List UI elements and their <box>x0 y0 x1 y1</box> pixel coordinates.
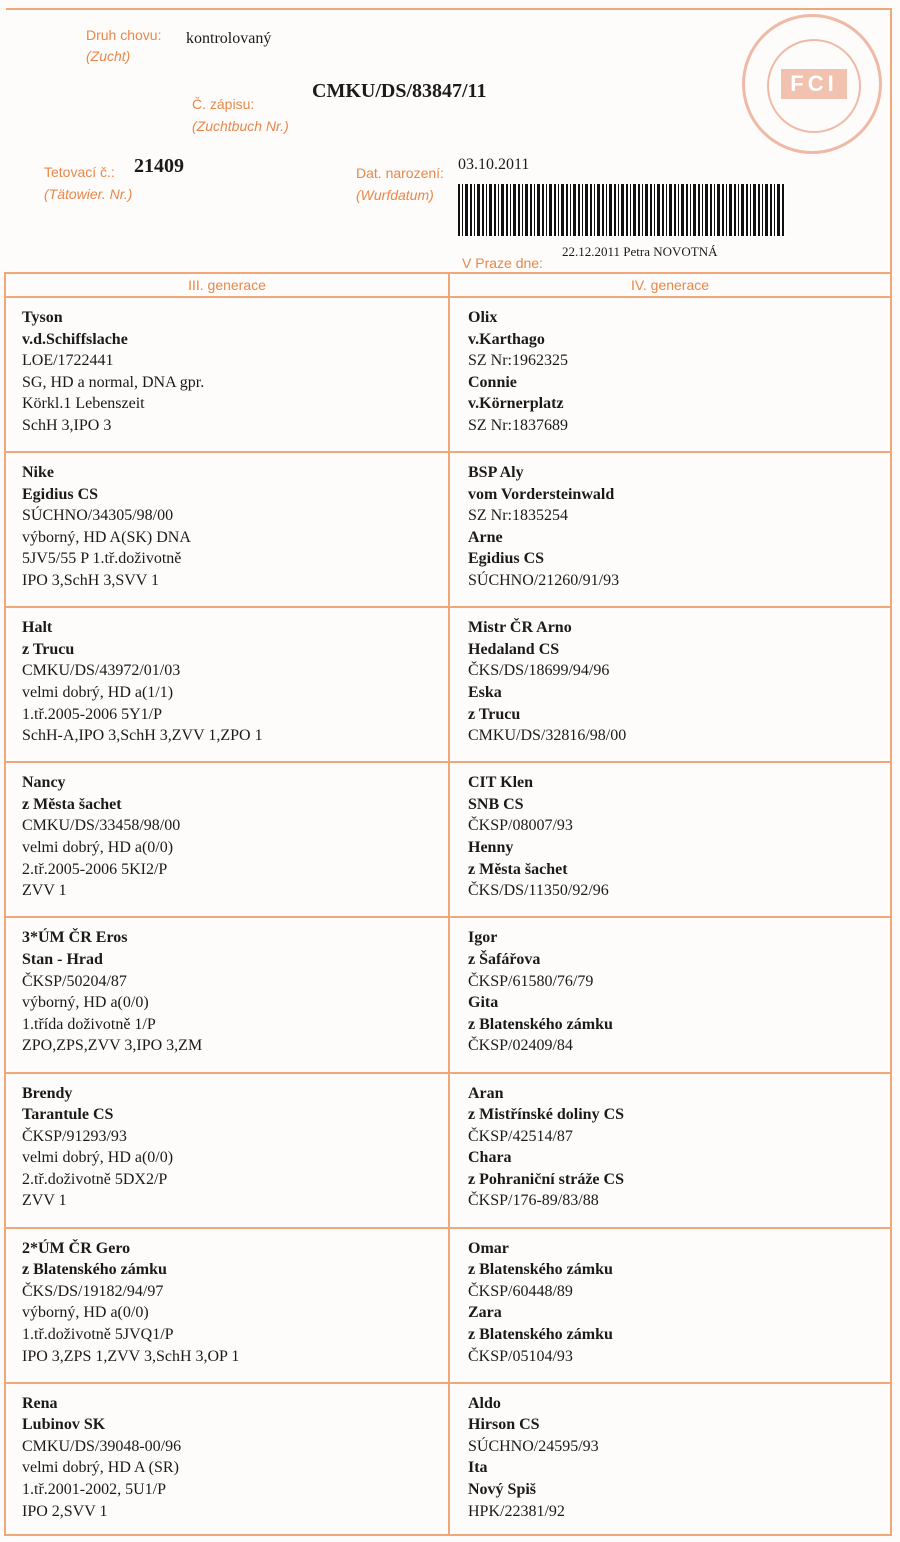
dog-name-line: Lubinov SK <box>22 1416 106 1434</box>
registry-label: Č. zápisu: <box>192 96 255 112</box>
dog-name-line: z Města šachet <box>22 795 122 813</box>
dog-detail-line: ČKSP/50204/87 <box>22 972 127 990</box>
column-header-iv: IV. generace <box>630 277 710 293</box>
ancestor-cell-iv <box>468 307 568 437</box>
dog-name-line: z Blatenského zámku <box>468 1261 613 1279</box>
dog-detail-line: CMKU/DS/32816/98/00 <box>468 727 627 745</box>
sire-dam-cell-iii <box>22 1393 181 1523</box>
breed-type-label: Druh chovu: <box>86 27 162 43</box>
ancestor-cell-iv <box>468 927 613 1057</box>
dog-name-line: Mistr ČR Arno <box>468 619 572 637</box>
sire-dam-cell-iii <box>22 927 202 1057</box>
birth-value: 03.10.2011 <box>458 156 530 173</box>
dog-detail-line: velmi dobrý, HD a(1/1) <box>22 683 174 701</box>
dog-detail-line: CMKU/DS/43972/01/03 <box>22 662 181 680</box>
dog-name-line: vom Vordersteinwald <box>468 485 615 503</box>
dog-name-line: z Trucu <box>22 640 75 658</box>
dog-detail-line: 1.tř.2005-2006 5Y1/P <box>22 705 162 723</box>
ancestor-cell-iv <box>468 1083 624 1213</box>
row-divider <box>6 606 890 608</box>
dog-name-line: v.Körnerplatz <box>468 395 564 413</box>
row-divider <box>6 916 890 918</box>
dog-name-line: Henny <box>468 839 514 857</box>
dog-name-line: Hirson CS <box>468 1416 540 1434</box>
dog-detail-line: výborný, HD a(0/0) <box>22 1304 149 1322</box>
dog-name-line: v.Karthago <box>468 330 545 348</box>
dog-detail-line: 1.tř.doživotně 5JVQ1/P <box>22 1325 174 1343</box>
dog-name-line: Rena <box>22 1394 58 1412</box>
breed-type-label-de: (Zucht) <box>86 48 131 64</box>
dog-detail-line: IPO 2,SVV 1 <box>22 1502 108 1520</box>
dog-name-line: Egidius CS <box>468 550 545 568</box>
dog-detail-line: velmi dobrý, HD A (SR) <box>22 1459 179 1477</box>
breed-type-value: kontrolovaný <box>186 30 272 47</box>
dog-detail-line: ČKS/DS/18699/94/96 <box>468 662 610 680</box>
pedigree-table <box>4 272 892 1536</box>
dog-detail-line: ČKSP/60448/89 <box>468 1282 573 1300</box>
dog-name-line: 2*ÚM ČR Gero <box>22 1239 131 1257</box>
dog-name-line: Tyson <box>22 309 63 326</box>
dog-detail-line: výborný, HD a(0/0) <box>22 994 149 1012</box>
dog-name-line: z Blatenského zámku <box>468 1325 613 1343</box>
dog-name-line: Nike <box>22 464 54 482</box>
fci-stamp-text: FCI <box>781 69 847 99</box>
dog-detail-line: HPK/22381/92 <box>468 1502 565 1520</box>
dog-detail-line: CMKU/DS/33458/98/00 <box>22 817 181 835</box>
dog-name-line: Tarantule CS <box>22 1106 114 1124</box>
dog-name-line: Aldo <box>468 1394 501 1412</box>
dog-name-line: Nový Spiš <box>468 1481 537 1499</box>
dog-name-line: Hedaland CS <box>468 640 560 658</box>
birth-label-de: (Wurfdatum) <box>356 187 434 203</box>
row-divider <box>6 1227 890 1229</box>
dog-detail-line: 2.tř.doživotně 5DX2/P <box>22 1170 168 1188</box>
birth-label: Dat. narození: <box>356 165 444 181</box>
dog-detail-line: SZ Nr:1837689 <box>468 416 568 434</box>
place-value: 22.12.2011 Petra NOVOTNÁ <box>562 244 718 259</box>
row-divider <box>6 1382 890 1384</box>
dog-name-line: z Blatenského zámku <box>22 1261 167 1279</box>
dog-detail-line: ČKS/DS/11350/92/96 <box>468 882 609 900</box>
sire-dam-cell-iii <box>22 307 204 437</box>
dog-name-line: Gita <box>468 994 499 1012</box>
dog-name-line: Halt <box>22 619 53 637</box>
dog-name-line: SNB CS <box>468 795 524 813</box>
dog-name-line: 3*ÚM ČR Eros <box>22 929 128 947</box>
registry-label-de: (Zuchtbuch Nr.) <box>192 118 289 134</box>
dog-detail-line: ČKS/DS/19182/94/97 <box>22 1282 164 1300</box>
sire-dam-cell-iii <box>22 772 180 902</box>
dog-name-line: Brendy <box>22 1084 73 1102</box>
dog-name-line: z Pohraniční stráže CS <box>468 1170 624 1188</box>
registry-value: CMKU/DS/83847/11 <box>312 80 487 102</box>
dog-name-line: Aran <box>468 1084 504 1102</box>
dog-detail-line: SÚCHNO/21260/91/93 <box>468 572 620 590</box>
dog-name-line: z Šafářova <box>468 950 541 968</box>
dog-detail-line: SG, HD a normal, DNA gpr. <box>22 373 205 391</box>
dog-detail-line: ČKSP/91293/93 <box>22 1127 127 1145</box>
dog-detail-line: ČKSP/42514/87 <box>468 1127 573 1145</box>
dog-name-line: Ita <box>468 1459 488 1477</box>
dog-detail-line: IPO 3,ZPS 1,ZVV 3,SchH 3,OP 1 <box>22 1347 240 1365</box>
dog-name-line: Omar <box>468 1239 509 1257</box>
dog-detail-line: LOE/1722441 <box>22 352 114 370</box>
dog-detail-line: SchH-A,IPO 3,SchH 3,ZVV 1,ZPO 1 <box>22 727 263 745</box>
dog-name-line: v.d.Schiffslache <box>22 330 128 348</box>
dog-detail-line: ZPO,ZPS,ZVV 3,IPO 3,ZM <box>22 1037 203 1055</box>
dog-name-line: z Trucu <box>468 705 521 723</box>
dog-detail-line: 1.tř.2001-2002, 5U1/P <box>22 1481 166 1499</box>
ancestor-cell-iv <box>468 462 619 592</box>
sire-dam-cell-iii <box>22 617 263 747</box>
fci-stamp <box>742 14 882 154</box>
ancestor-cell-iv <box>468 1393 599 1523</box>
dog-name-line: Connie <box>468 373 517 391</box>
dog-detail-line: velmi dobrý, HD a(0/0) <box>22 1149 174 1167</box>
dog-detail-line: ČKSP/61580/76/79 <box>468 972 594 990</box>
dog-name-line: BSP Aly <box>468 464 524 482</box>
dog-name-line: z Blatenského zámku <box>468 1015 613 1033</box>
dog-name-line: Chara <box>468 1149 512 1167</box>
row-divider <box>6 761 890 763</box>
dog-detail-line: 5JV5/55 P 1.tř.doživotně <box>22 550 182 568</box>
dog-detail-line: CMKU/DS/39048-00/96 <box>22 1437 182 1455</box>
dog-detail-line: výborný, HD A(SK) DNA <box>22 528 191 546</box>
tattoo-label-de: (Tätowier. Nr.) <box>44 186 133 202</box>
sire-dam-cell-iii <box>22 1238 239 1368</box>
dog-detail-line: SÚCHNO/34305/98/00 <box>22 507 174 525</box>
dog-name-line: Igor <box>468 929 498 947</box>
place-label: V Praze dne: <box>462 255 543 271</box>
dog-detail-line: 2.tř.2005-2006 5KI2/P <box>22 860 168 878</box>
dog-name-line: z Města šachet <box>468 860 568 878</box>
dog-name-line: Stan - Hrad <box>22 950 103 968</box>
dog-name-line: Egidius CS <box>22 485 99 503</box>
ancestor-cell-iv <box>468 772 609 902</box>
dog-name-line: z Mistřínské doliny CS <box>468 1106 625 1124</box>
dog-name-line: Eska <box>468 683 502 701</box>
dog-name-line: Zara <box>468 1304 502 1322</box>
tattoo-value: 21409 <box>134 155 184 177</box>
row-divider <box>6 451 890 453</box>
ancestor-cell-iv <box>468 1238 613 1368</box>
sire-dam-cell-iii <box>22 1083 173 1213</box>
row-divider <box>6 1072 890 1074</box>
dog-detail-line: ZVV 1 <box>22 882 67 900</box>
dog-detail-line: SchH 3,IPO 3 <box>22 416 112 434</box>
dog-detail-line: ČKSP/02409/84 <box>468 1037 573 1055</box>
tattoo-label: Tetovací č.: <box>44 164 115 180</box>
dog-detail-line: ČKSP/08007/93 <box>468 817 573 835</box>
barcode <box>458 184 786 236</box>
dog-name-line: CIT Klen <box>468 774 534 792</box>
dog-detail-line: velmi dobrý, HD a(0/0) <box>22 839 174 857</box>
dog-name-line: Nancy <box>22 774 66 792</box>
column-header-iii: III. generace <box>188 277 266 293</box>
dog-detail-line: 1.třída doživotně 1/P <box>22 1015 156 1033</box>
dog-detail-line: ČKSP/176-89/83/88 <box>468 1192 599 1210</box>
ancestor-cell-iv <box>468 617 626 747</box>
dog-detail-line: SÚCHNO/24595/93 <box>468 1437 599 1455</box>
column-divider <box>448 274 450 1534</box>
dog-detail-line: SZ Nr:1835254 <box>468 507 568 525</box>
dog-detail-line: Körkl.1 Lebenszeit <box>22 395 145 413</box>
dog-detail-line: ZVV 1 <box>22 1192 67 1210</box>
dog-detail-line: SZ Nr:1962325 <box>468 352 568 370</box>
dog-name-line: Olix <box>468 309 498 326</box>
dog-detail-line: IPO 3,SchH 3,SVV 1 <box>22 572 160 590</box>
sire-dam-cell-iii <box>22 462 191 592</box>
dog-detail-line: ČKSP/05104/93 <box>468 1347 573 1365</box>
dog-name-line: Arne <box>468 528 503 546</box>
